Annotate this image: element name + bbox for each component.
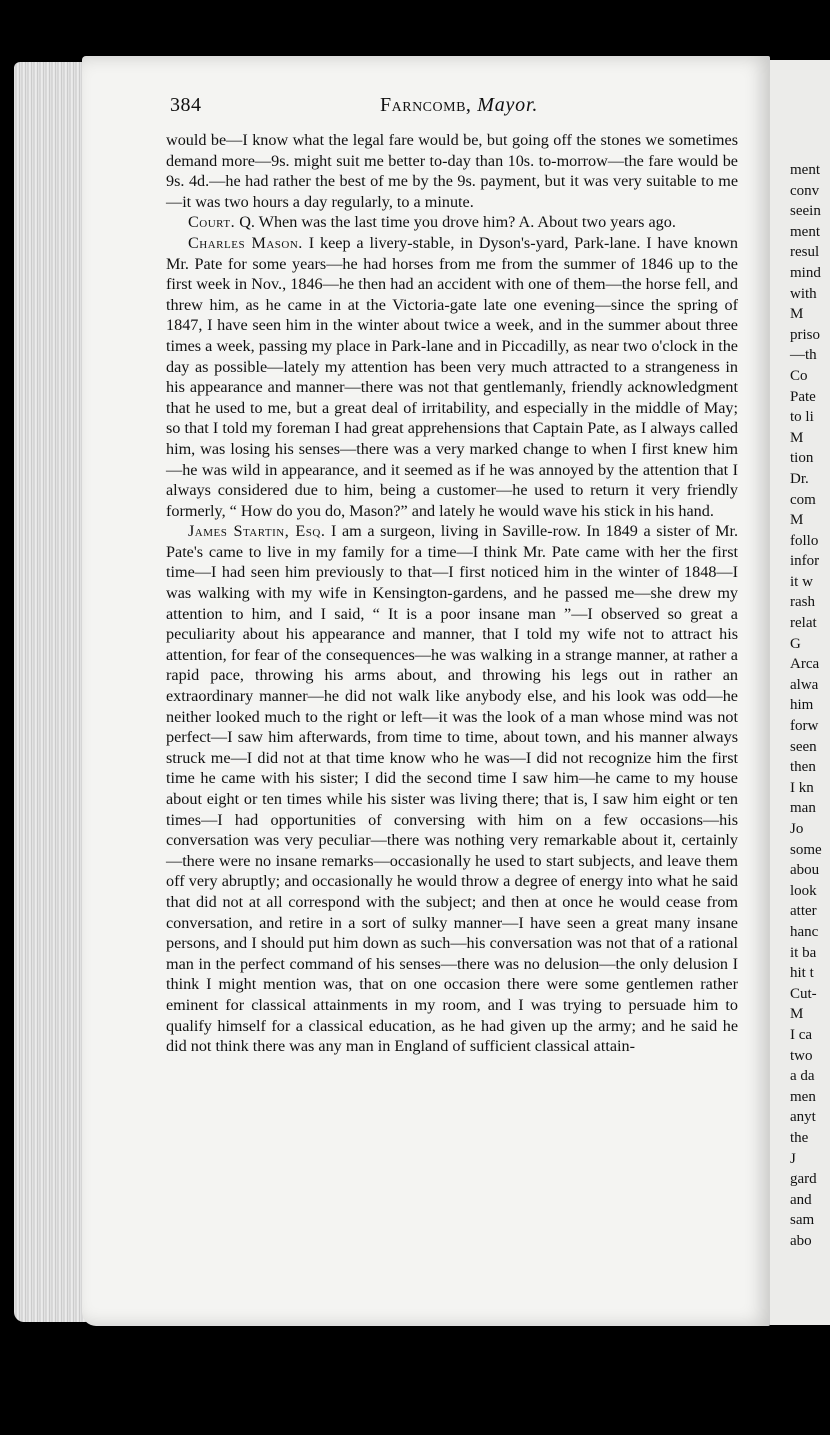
next-page-line: to li bbox=[790, 409, 814, 426]
next-page-line: and bbox=[790, 1191, 812, 1208]
next-page-edge bbox=[770, 60, 830, 1325]
next-page-line: ment bbox=[790, 162, 820, 178]
next-page-line: abou bbox=[790, 862, 820, 879]
paragraph-speaker: Court. bbox=[188, 213, 236, 232]
next-page-line: mind bbox=[790, 264, 821, 281]
next-page-line: resul bbox=[790, 244, 820, 261]
next-page-line: relat bbox=[790, 615, 817, 632]
next-page-line: J bbox=[790, 1150, 796, 1167]
next-page-line: Pate bbox=[790, 388, 816, 405]
next-page-line: Jo bbox=[790, 821, 804, 837]
next-page-line: abo bbox=[790, 1232, 812, 1249]
paragraph bbox=[166, 130, 738, 212]
next-page-line: men bbox=[790, 1088, 816, 1105]
next-page-line: rash bbox=[790, 594, 815, 611]
next-page-line: anyt bbox=[790, 1109, 816, 1126]
next-page-line: I ca bbox=[790, 1026, 813, 1043]
next-page-line: some bbox=[790, 841, 822, 858]
paragraph-text: Q. When was the last time you drove him? A. About two years ago. bbox=[239, 213, 676, 232]
next-page-line: Arca bbox=[790, 656, 820, 673]
next-page-line: M bbox=[790, 1006, 804, 1023]
next-page-line: ment bbox=[790, 223, 820, 240]
next-page-line: conv bbox=[790, 182, 820, 199]
next-page-line: forw bbox=[790, 718, 819, 735]
paragraph-text: would be—I know what the legal fare would be, but going off the stones we sometimes demand more—9s. might suit me better to-day than 10s. to-morrow—the fare would be 9s. 4d.—he had rather the best of me by the 9s. payment, but it was very suitable to me—it was two hours a day regularly, to a minute. bbox=[166, 131, 738, 211]
next-page-line: the bbox=[790, 1129, 809, 1146]
next-page-line: alwa bbox=[790, 676, 819, 693]
next-page-line: with bbox=[790, 285, 817, 302]
next-page-line: atter bbox=[790, 903, 817, 920]
next-page-line: tion bbox=[790, 450, 814, 467]
next-page-line: follo bbox=[790, 532, 819, 549]
next-page-line: man bbox=[790, 800, 816, 817]
next-page-line: it w bbox=[790, 573, 813, 590]
running-head-title: Mayor. bbox=[477, 94, 539, 116]
book-page bbox=[82, 56, 770, 1326]
book-page-edges bbox=[14, 62, 92, 1322]
running-head bbox=[380, 94, 538, 117]
next-page-line: —th bbox=[790, 347, 817, 364]
running-head-name: Farncomb, bbox=[380, 94, 472, 116]
next-page-line: a da bbox=[790, 1068, 815, 1085]
next-page-line: Dr. bbox=[790, 470, 809, 487]
next-page-line: G bbox=[790, 635, 801, 652]
next-page-line: infor bbox=[790, 553, 820, 570]
next-page-line: seein bbox=[790, 203, 821, 220]
next-page-line: Co bbox=[790, 367, 808, 384]
paragraph-speaker: Charles Mason. bbox=[188, 233, 303, 252]
next-page-line: priso bbox=[790, 326, 820, 343]
next-page-line: hanc bbox=[790, 923, 819, 940]
paragraph bbox=[166, 521, 738, 1056]
body-text bbox=[166, 130, 738, 1057]
paragraph-speaker: James Startin, Esq. bbox=[188, 522, 326, 541]
page-header bbox=[170, 94, 740, 124]
page-number: 384 bbox=[170, 94, 202, 116]
next-page-line: M bbox=[790, 512, 804, 529]
next-page-line: sam bbox=[790, 1212, 815, 1229]
next-page-line: M bbox=[790, 429, 804, 446]
paragraph-text: I keep a livery-stable, in Dyson's-yard, Park-lane. I have known Mr. Pate for some years—he had horses from me from the summer of 1846 up to the first week in Nov., 1846—he then had an accident with one of them—the horse fell, and threw him, as he came in at the Victoria-gate late one evening—since the spring of 1847, I have seen him in the winter about twice a week, and in the summer about three times a week, passing my place in Park-lane and in Piccadilly, as near two o'clock in the day as possible—lately my attention has been very much attracted to a strangeness in his appearance and manner—there was not that gentlemanly, friendly acknowledgment that he used to me, but a great deal of irritability, and especially in the middle of May; so that I told my foreman I had great apprehensions that Captain Pate, as I always called him, was losing his senses—there was a very marked change to when I first knew him—he was wild in appearance, and it seemed as if he was annoyed by the attention that I always considered due to him, being a customer—he used to return it very friendly formerly, “ How do you do, Mason?” and lately he would wave his stick in his hand. bbox=[166, 233, 739, 520]
next-page-line: then bbox=[790, 759, 816, 776]
paragraph bbox=[166, 212, 738, 233]
next-page-line: Cut- bbox=[790, 985, 817, 1002]
next-page-line: two bbox=[790, 1047, 813, 1064]
paragraph-text: I am a surgeon, living in Saville-row. In 1849 a sister of Mr. Pate's came to live in my family for a time—I think Mr. Pate came with her the first time—I had seen him previously to that—I first noticed him in the winter of 1848—I was walking with my wife in Kensington-gardens, and he passed me—she drew my attention to him, and I said, “ It is a poor insane man ”—I observed so great a peculiarity about his appearance and manner, that I told my wife not to attract his attention, for fear of the consequences—he was walking in a strange manner, at rather a rapid pace, throwing his arms about, and throwing his legs out in rather an extraordinary manner—he did not walk like anybody else, and his look was odd—he neither looked much to the right or left—it was the look of a man whose mind was not perfect—I saw him afterwards, from time to time, about town, and his manner always struck me—I did not at that time know who he was—I did not recognize him the first time he came with his sister; I did the second time I saw him—he came to my house about eight or ten times while his sister was living there; that is, I saw him eight or ten times—I had opportunities of conversing with him on a few occasions—his conversation was very peculiar—there was nothing very remarkable about it, certainly—there were no insane remarks—occasionally he used to start subjects, and leave them off very abruptly; and occasionally he would throw a degree of energy into what he said that did not at all correspond with the subject; and then at once he would cease from conversation, and retire in a sort of sulky manner—I have seen a great many insane persons, and I should put him down as such—his conversation was not that of a rational man in the perfect command of his senses—there was no delusion—the only delusion I think I might mention was, that on one occasion there were some gentlemen rather eminent for classical attainments in my room, and I was trying to persuade him to qualify himself for a classical education, as he had given up the army; and he said he did not think there was any man in England of sufficient classical attain- bbox=[166, 522, 739, 1056]
next-page-line: gard bbox=[790, 1171, 817, 1188]
next-page-line: hit t bbox=[790, 965, 814, 982]
next-page-line: it ba bbox=[790, 944, 817, 961]
paragraph bbox=[166, 233, 738, 521]
next-page-line: him bbox=[790, 697, 814, 714]
next-page-line: M bbox=[790, 306, 804, 323]
next-page-line: com bbox=[790, 491, 816, 508]
next-page-line: I kn bbox=[790, 779, 814, 796]
next-page-line: look bbox=[790, 882, 817, 899]
next-page-line: seen bbox=[790, 738, 817, 755]
next-page-text bbox=[770, 60, 830, 1251]
